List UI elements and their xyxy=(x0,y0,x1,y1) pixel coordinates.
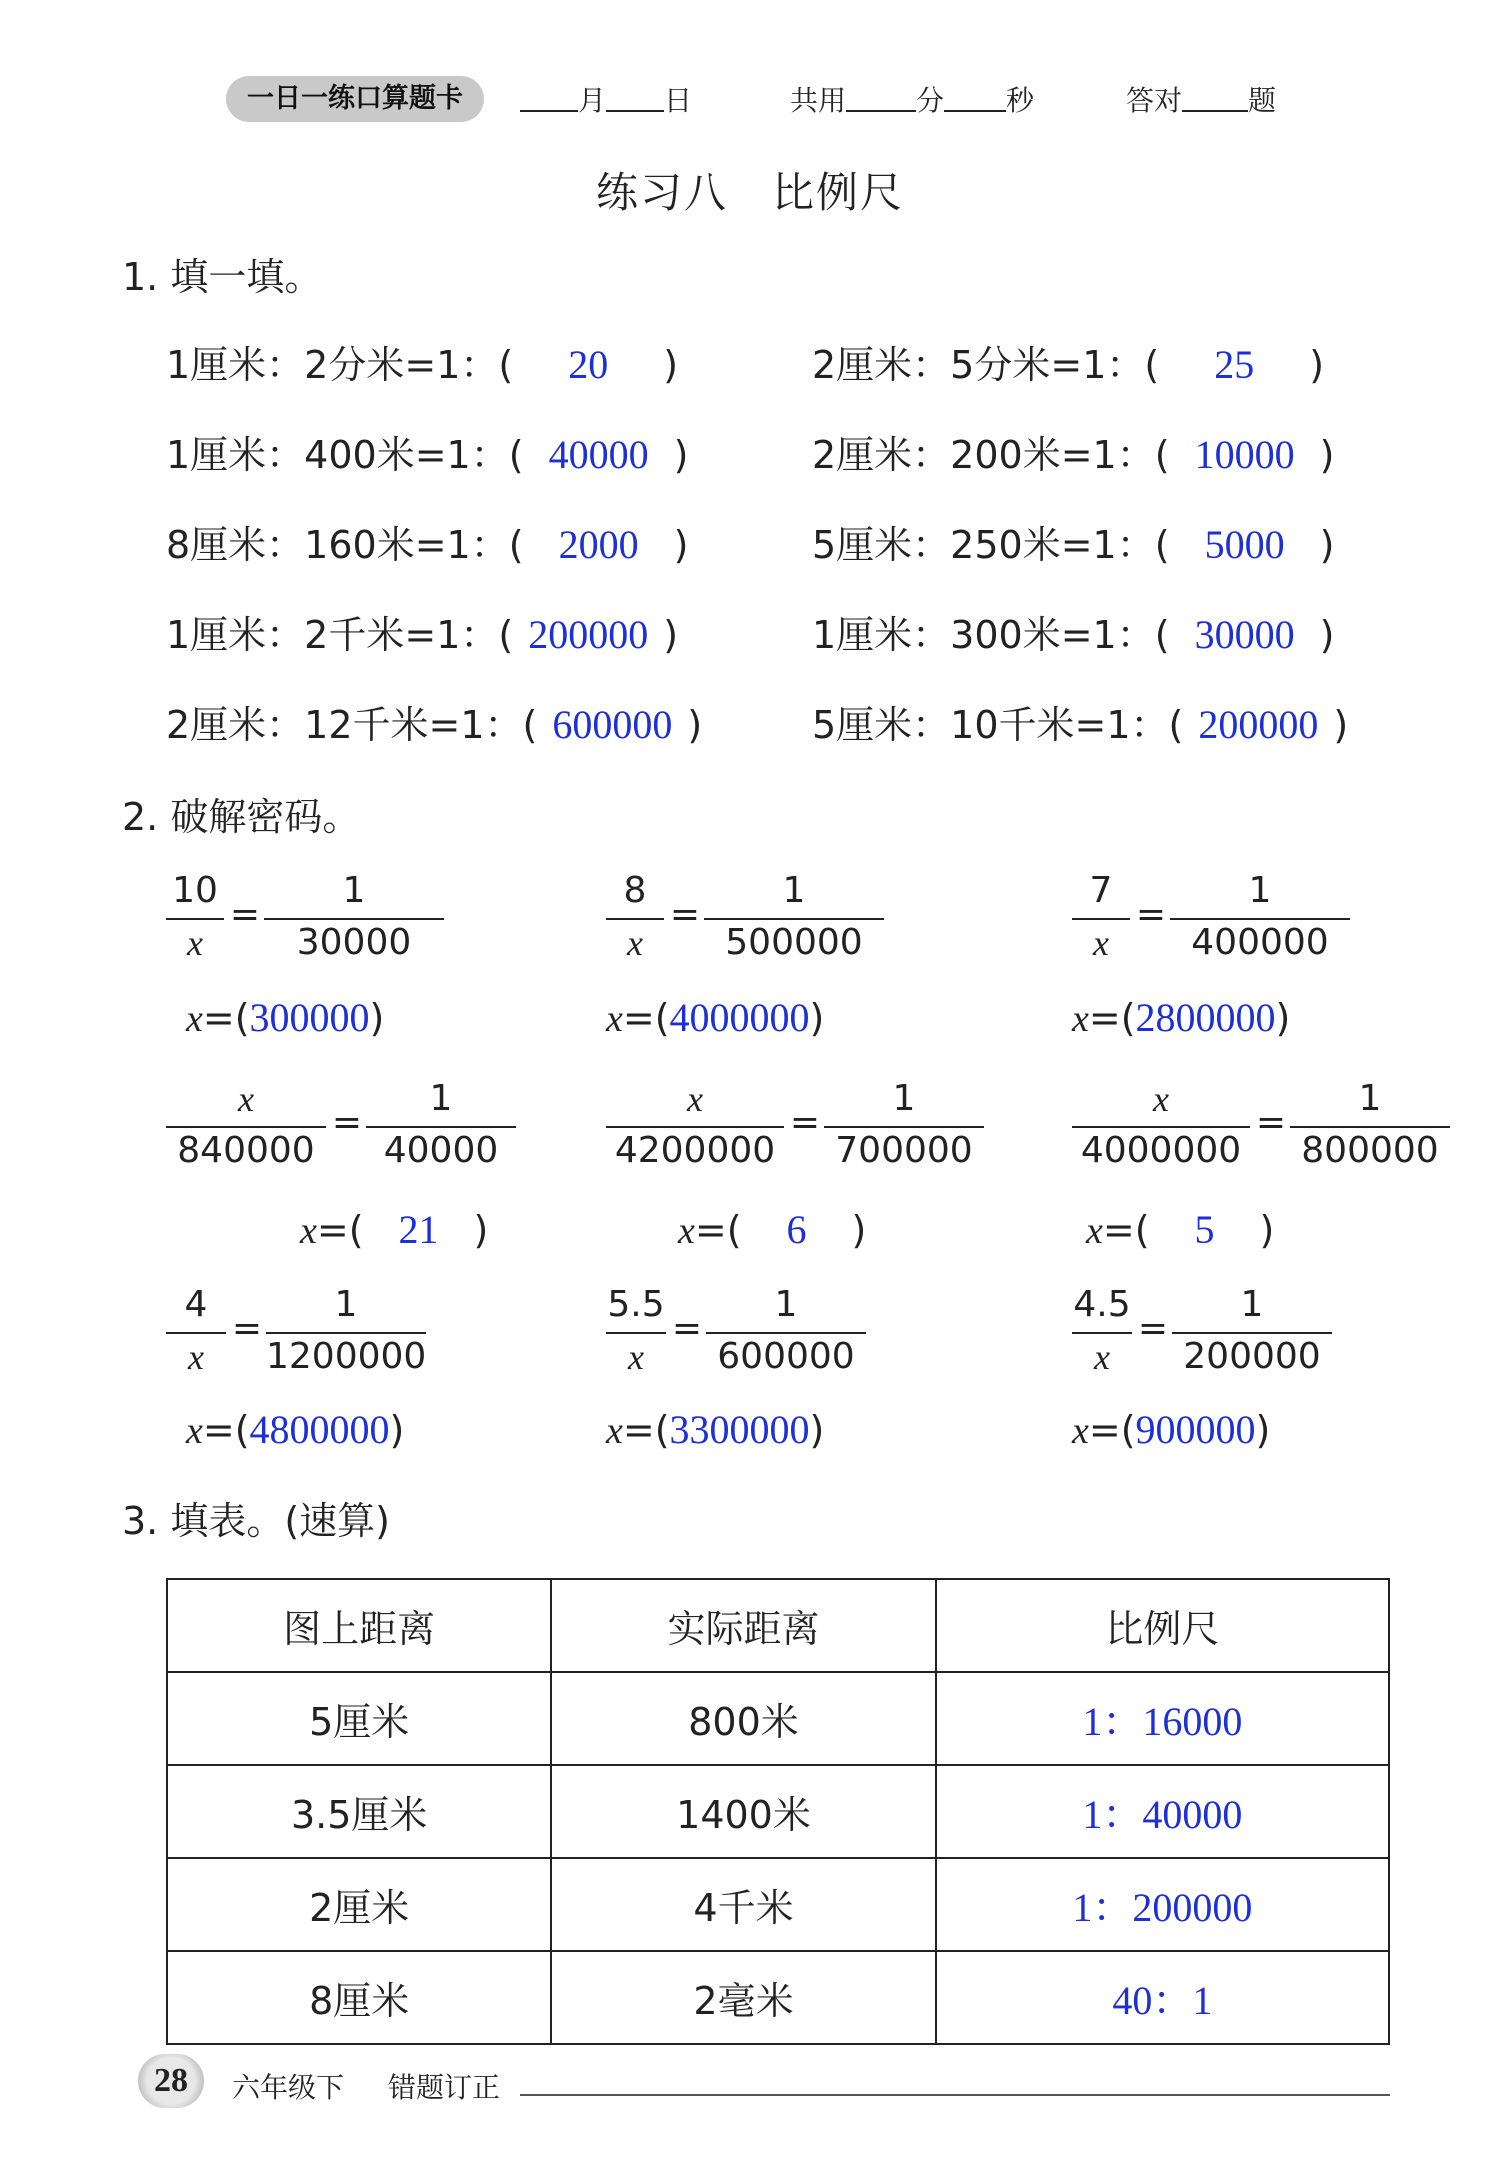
date-line xyxy=(520,76,692,124)
scale-answer-cell[interactable]: 1：16000 xyxy=(936,1672,1389,1765)
day-label: 日 xyxy=(664,84,693,117)
x-answer[interactable]: 4000000 xyxy=(669,995,810,1040)
right-denominator: 40000 xyxy=(383,1130,499,1171)
fill-item xyxy=(812,694,1348,749)
close-paren: ) xyxy=(851,1208,867,1252)
left-numerator: 5.5 xyxy=(607,1284,665,1325)
right-denominator: 800000 xyxy=(1301,1130,1439,1171)
map-distance-cell: 2厘米 xyxy=(167,1858,551,1951)
right-fraction-bar xyxy=(706,1332,866,1334)
fill-prompt: 1厘米：300米=1：( xyxy=(812,613,1170,657)
x-answer[interactable]: 4800000 xyxy=(249,1407,390,1452)
right-denominator: 200000 xyxy=(1183,1336,1321,1377)
scale-table xyxy=(166,1578,1390,2045)
equals-sign: = xyxy=(789,1102,821,1143)
x-answer-line xyxy=(678,1206,866,1253)
x-answer-line xyxy=(1072,1406,1270,1453)
column-header: 比例尺 xyxy=(936,1579,1389,1672)
x-answer[interactable]: 2800000 xyxy=(1135,995,1276,1040)
time-line xyxy=(790,76,1034,124)
total-time-label: 共用 xyxy=(790,84,847,117)
right-numerator: 1 xyxy=(1240,1284,1264,1325)
actual-distance-cell: 800米 xyxy=(551,1672,935,1765)
right-numerator: 1 xyxy=(892,1078,916,1119)
fill-answer[interactable]: 2000 xyxy=(558,522,639,567)
left-denominator: 840000 xyxy=(177,1130,315,1171)
right-fraction-bar xyxy=(266,1332,426,1334)
page-number: 28 xyxy=(138,2054,204,2108)
close-paren: ) xyxy=(673,433,689,477)
left-denominator: x xyxy=(1093,923,1109,963)
close-paren: ) xyxy=(1319,433,1335,477)
close-paren: ) xyxy=(389,1408,405,1452)
x-answer[interactable]: 5 xyxy=(1194,1207,1215,1252)
right-denominator: 1200000 xyxy=(266,1336,427,1377)
left-numerator: x xyxy=(687,1079,703,1119)
left-numerator: x xyxy=(1153,1079,1169,1119)
fill-answer[interactable]: 20 xyxy=(568,342,609,387)
equals-sign: = xyxy=(669,894,701,935)
close-paren: ) xyxy=(1255,1408,1271,1452)
right-denominator: 30000 xyxy=(296,922,412,963)
left-numerator: x xyxy=(238,1079,254,1119)
section2-heading: 2. 破解密码。 xyxy=(122,795,361,839)
fill-item xyxy=(166,694,702,749)
left-denominator: x xyxy=(628,1337,644,1377)
right-numerator: 1 xyxy=(1248,870,1272,911)
actual-distance-cell: 2毫米 xyxy=(551,1951,935,2044)
equation xyxy=(166,1078,526,1178)
variable-x: x xyxy=(1072,1410,1089,1452)
right-fraction-bar xyxy=(264,918,444,920)
actual-distance-cell: 1400米 xyxy=(551,1765,935,1858)
equals-sign: = xyxy=(331,1102,363,1143)
equation xyxy=(166,870,454,970)
left-denominator: x xyxy=(627,923,643,963)
equals-open-paren: =( xyxy=(622,1408,670,1452)
variable-x: x xyxy=(606,1410,623,1452)
right-numerator: 1 xyxy=(342,870,366,911)
equation xyxy=(1072,1284,1342,1384)
left-denominator: 4000000 xyxy=(1080,1130,1242,1171)
section3-heading: 3. 填表。(速算) xyxy=(122,1499,390,1543)
scale-answer-cell[interactable]: 1：40000 xyxy=(936,1765,1389,1858)
right-fraction-bar xyxy=(704,918,884,920)
equals-sign: = xyxy=(671,1308,703,1349)
scale-answer-cell[interactable]: 40：1 xyxy=(936,1951,1389,2044)
left-numerator: 4 xyxy=(184,1284,208,1325)
x-answer-line xyxy=(186,994,384,1041)
x-answer[interactable]: 3300000 xyxy=(669,1407,810,1452)
equals-open-paren: =( xyxy=(1102,1208,1150,1252)
fill-item xyxy=(166,334,678,389)
fill-item xyxy=(812,604,1334,659)
right-fraction-bar xyxy=(366,1126,516,1128)
day-blank[interactable] xyxy=(606,76,664,112)
left-fraction-bar xyxy=(606,1126,784,1128)
fill-item xyxy=(812,334,1324,389)
equation xyxy=(606,1284,876,1384)
left-denominator: x xyxy=(188,1337,204,1377)
close-paren: ) xyxy=(1259,1208,1275,1252)
left-numerator: 7 xyxy=(1089,870,1113,911)
column-header: 实际距离 xyxy=(551,1579,935,1672)
section1-heading: 1. 填一填。 xyxy=(122,255,323,299)
fill-item xyxy=(812,514,1334,569)
equation xyxy=(1072,870,1360,970)
fill-prompt: 8厘米：160米=1：( xyxy=(166,523,524,567)
equals-open-paren: =( xyxy=(694,1208,742,1252)
fill-prompt: 5厘米：10千米=1：( xyxy=(812,703,1184,747)
left-numerator: 10 xyxy=(172,870,218,911)
close-paren: ) xyxy=(663,613,679,657)
equation xyxy=(166,1284,436,1384)
correction-label: 错题订正 xyxy=(388,2071,501,2104)
fill-prompt: 1厘米：2千米=1：( xyxy=(166,613,514,657)
close-paren: ) xyxy=(1309,343,1325,387)
x-answer[interactable]: 900000 xyxy=(1135,1407,1256,1452)
x-answer-line xyxy=(606,994,824,1041)
right-denominator: 700000 xyxy=(835,1130,973,1171)
equals-open-paren: =( xyxy=(316,1208,364,1252)
equals-open-paren: =( xyxy=(1088,1408,1136,1452)
close-paren: ) xyxy=(809,996,825,1040)
variable-x: x xyxy=(186,998,203,1040)
correction-line[interactable] xyxy=(520,2094,1390,2096)
x-answer-line xyxy=(606,1406,824,1453)
table-row xyxy=(167,1951,1389,2044)
right-numerator: 1 xyxy=(1358,1078,1382,1119)
correct-label: 答对 xyxy=(1126,84,1183,117)
fill-prompt: 1厘米：400米=1：( xyxy=(166,433,524,477)
equals-open-paren: =( xyxy=(202,1408,250,1452)
close-paren: ) xyxy=(687,703,703,747)
left-fraction-bar xyxy=(166,1126,326,1128)
left-fraction-bar xyxy=(1072,1332,1132,1334)
fill-prompt: 2厘米：5分米=1：( xyxy=(812,343,1160,387)
close-paren: ) xyxy=(1319,613,1335,657)
equals-sign: = xyxy=(1255,1102,1287,1143)
right-fraction-bar xyxy=(1290,1126,1450,1128)
equation xyxy=(606,1078,994,1178)
page-title: 练习八 比例尺 xyxy=(595,168,904,217)
questions-label: 题 xyxy=(1248,84,1277,117)
fill-item xyxy=(166,424,688,479)
right-numerator: 1 xyxy=(429,1078,453,1119)
fill-prompt: 2厘米：200米=1：( xyxy=(812,433,1170,477)
table-row xyxy=(167,1672,1389,1765)
equation xyxy=(1072,1078,1460,1178)
minutes-blank[interactable] xyxy=(846,76,916,112)
actual-distance-cell: 4千米 xyxy=(551,1858,935,1951)
close-paren: ) xyxy=(809,1408,825,1452)
fill-prompt: 5厘米：250米=1：( xyxy=(812,523,1170,567)
table-header-row xyxy=(167,1579,1389,1672)
x-answer-line xyxy=(1086,1206,1274,1253)
close-paren: ) xyxy=(1333,703,1349,747)
x-answer-line xyxy=(300,1206,488,1253)
right-denominator: 400000 xyxy=(1191,922,1329,963)
table-row xyxy=(167,1765,1389,1858)
scale-answer-cell[interactable]: 1：200000 xyxy=(936,1858,1389,1951)
equals-sign: = xyxy=(229,894,261,935)
minutes-label: 分 xyxy=(916,84,945,117)
right-fraction-bar xyxy=(1170,918,1350,920)
x-answer[interactable]: 21 xyxy=(398,1207,439,1252)
close-paren: ) xyxy=(1319,523,1335,567)
right-numerator: 1 xyxy=(774,1284,798,1325)
month-label: 月 xyxy=(578,84,607,117)
fill-answer[interactable]: 200000 xyxy=(1198,702,1319,747)
close-paren: ) xyxy=(663,343,679,387)
month-blank[interactable] xyxy=(520,76,578,112)
equals-sign: = xyxy=(1135,894,1167,935)
correct-blank[interactable] xyxy=(1182,76,1248,112)
right-fraction-bar xyxy=(824,1126,984,1128)
variable-x: x xyxy=(678,1210,695,1252)
left-fraction-bar xyxy=(166,918,224,920)
map-distance-cell: 3.5厘米 xyxy=(167,1765,551,1858)
seconds-blank[interactable] xyxy=(944,76,1006,112)
fill-item xyxy=(166,514,688,569)
left-numerator: 4.5 xyxy=(1073,1284,1131,1325)
x-answer-line xyxy=(186,1406,404,1453)
equals-open-paren: =( xyxy=(1088,996,1136,1040)
fill-answer[interactable]: 10000 xyxy=(1194,432,1295,477)
fill-answer[interactable]: 25 xyxy=(1214,342,1255,387)
right-denominator: 500000 xyxy=(725,922,863,963)
table-row xyxy=(167,1858,1389,1951)
left-fraction-bar xyxy=(166,1332,226,1334)
fill-answer[interactable]: 40000 xyxy=(548,432,649,477)
variable-x: x xyxy=(186,1410,203,1452)
right-numerator: 1 xyxy=(334,1284,358,1325)
variable-x: x xyxy=(300,1210,317,1252)
fill-answer[interactable]: 600000 xyxy=(552,702,673,747)
equals-sign: = xyxy=(1137,1308,1169,1349)
variable-x: x xyxy=(1086,1210,1103,1252)
fill-answer[interactable]: 30000 xyxy=(1194,612,1295,657)
right-numerator: 1 xyxy=(782,870,806,911)
map-distance-cell: 5厘米 xyxy=(167,1672,551,1765)
equals-open-paren: =( xyxy=(622,996,670,1040)
left-fraction-bar xyxy=(606,1332,666,1334)
map-distance-cell: 8厘米 xyxy=(167,1951,551,2044)
grade-label: 六年级下 xyxy=(232,2071,345,2104)
x-answer[interactable]: 300000 xyxy=(249,995,370,1040)
fill-item xyxy=(812,424,1334,479)
close-paren: ) xyxy=(1275,996,1291,1040)
column-header: 图上距离 xyxy=(167,1579,551,1672)
fill-item xyxy=(166,604,678,659)
header-badge: 一日一练口算题卡 xyxy=(226,76,484,122)
left-denominator: x xyxy=(187,923,203,963)
fill-prompt: 2厘米：12千米=1：( xyxy=(166,703,538,747)
equals-sign: = xyxy=(231,1308,263,1349)
left-fraction-bar xyxy=(1072,918,1130,920)
seconds-label: 秒 xyxy=(1006,84,1035,117)
score-line xyxy=(1126,76,1276,124)
close-paren: ) xyxy=(673,523,689,567)
left-fraction-bar xyxy=(1072,1126,1250,1128)
x-answer[interactable]: 6 xyxy=(786,1207,807,1252)
left-denominator: 4200000 xyxy=(614,1130,776,1171)
x-answer-line xyxy=(1072,994,1290,1041)
equation xyxy=(606,870,894,970)
equals-open-paren: =( xyxy=(202,996,250,1040)
right-denominator: 600000 xyxy=(717,1336,855,1377)
left-denominator: x xyxy=(1094,1337,1110,1377)
fill-answer[interactable]: 200000 xyxy=(528,612,649,657)
fill-answer[interactable]: 5000 xyxy=(1204,522,1285,567)
left-fraction-bar xyxy=(606,918,664,920)
right-fraction-bar xyxy=(1172,1332,1332,1334)
fill-prompt: 1厘米：2分米=1：( xyxy=(166,343,514,387)
variable-x: x xyxy=(606,998,623,1040)
variable-x: x xyxy=(1072,998,1089,1040)
close-paren: ) xyxy=(473,1208,489,1252)
left-numerator: 8 xyxy=(623,870,647,911)
close-paren: ) xyxy=(369,996,385,1040)
